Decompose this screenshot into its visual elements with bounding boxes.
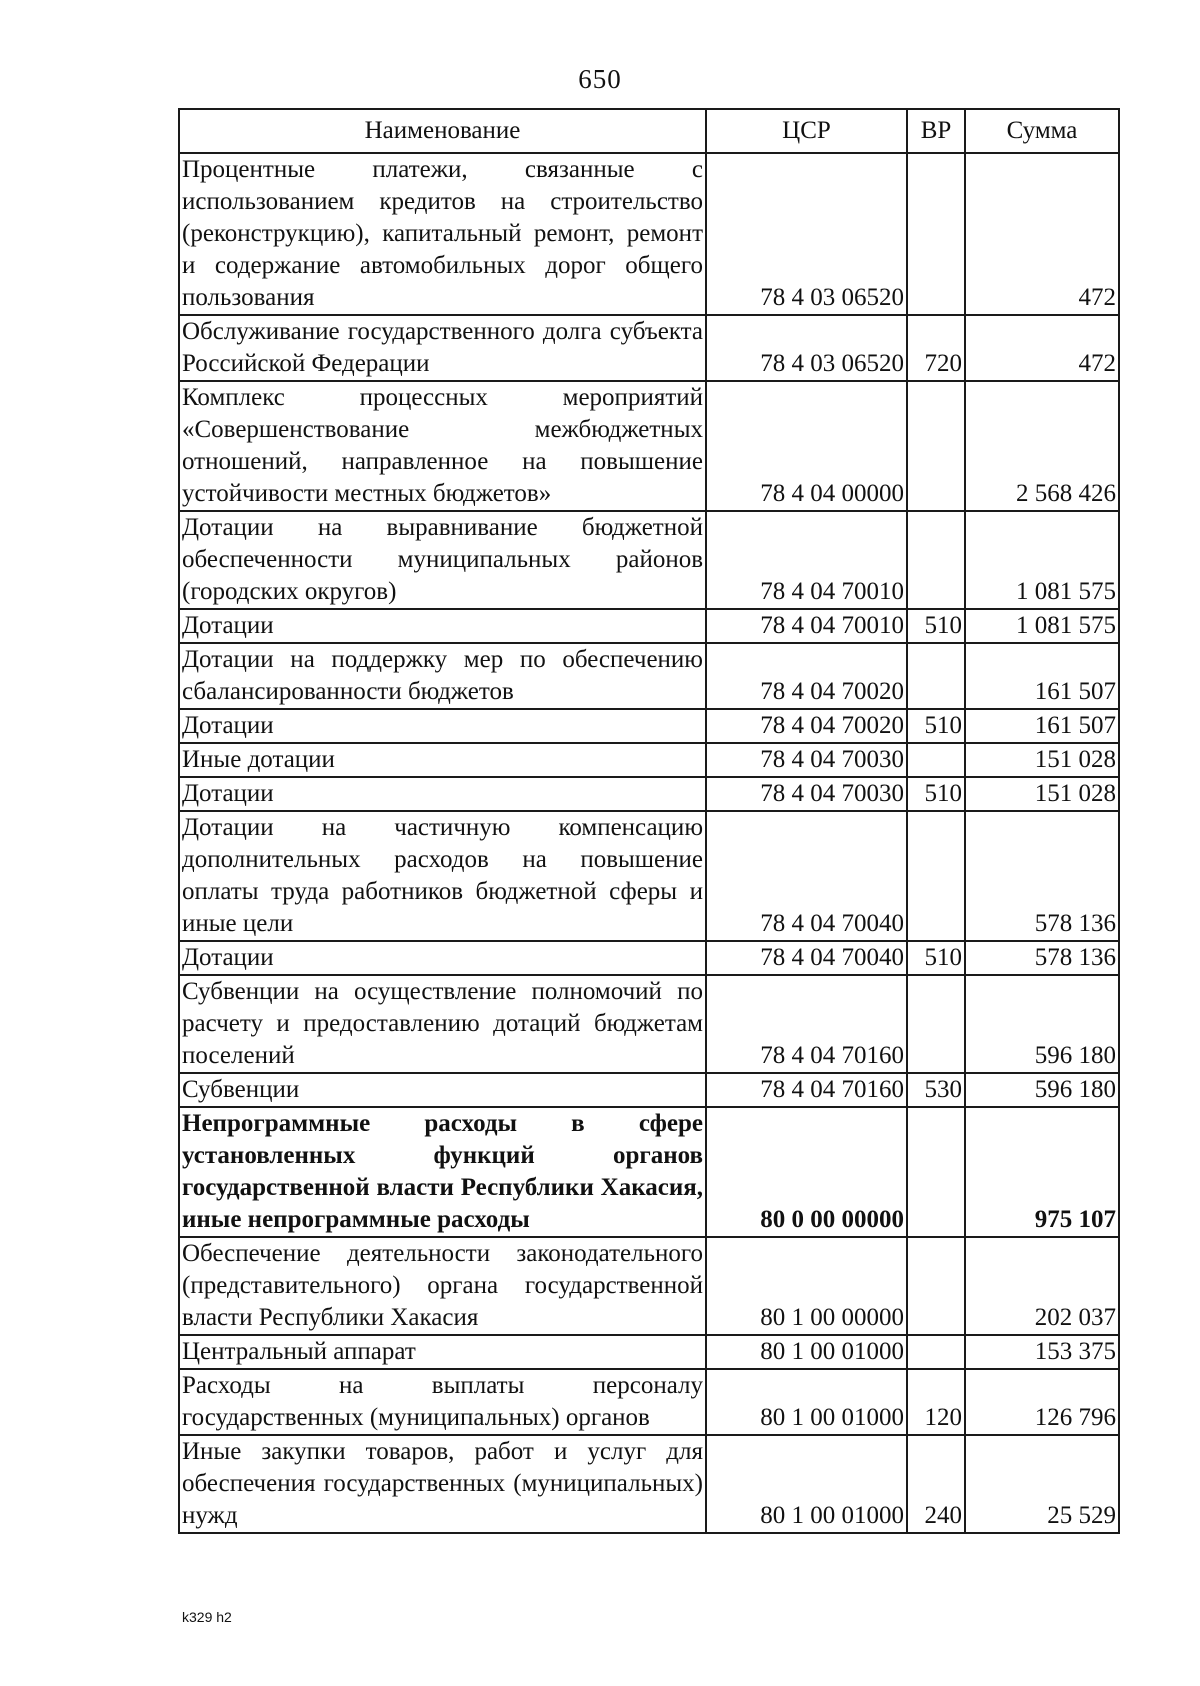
- row-csr: 78 4 04 00000: [706, 381, 907, 511]
- table-row: [179, 1435, 1119, 1533]
- row-vr: [907, 975, 965, 1073]
- row-csr: 80 1 00 01000: [706, 1435, 907, 1533]
- row-csr: 78 4 04 70160: [706, 975, 907, 1073]
- row-csr: 78 4 04 70160: [706, 1073, 907, 1107]
- row-vr: 120: [907, 1369, 965, 1435]
- row-name: Обслуживание государственного долга субъекта Российской Федерации: [179, 315, 706, 381]
- row-vr: [907, 743, 965, 777]
- row-csr: 78 4 04 70040: [706, 811, 907, 941]
- row-vr: [907, 511, 965, 609]
- row-name: Расходы на выплаты персоналу государственных (муниципальных) органов: [179, 1369, 706, 1435]
- row-sum: 578 136: [965, 811, 1119, 941]
- row-name: Непрограммные расходы в сфере установленных функций органов государственной власти Республики Хакасия, иные непрограммные расходы: [179, 1107, 706, 1237]
- row-name: Обеспечение деятельности законодательного (представительного) органа государственной власти Республики Хакасия: [179, 1237, 706, 1335]
- table-header-row: [179, 109, 1119, 153]
- row-vr: 240: [907, 1435, 965, 1533]
- row-name: Субвенции на осуществление полномочий по расчету и предоставлению дотаций бюджетам поселений: [179, 975, 706, 1073]
- row-vr: 510: [907, 777, 965, 811]
- row-vr: 510: [907, 709, 965, 743]
- table-row: [179, 1335, 1119, 1369]
- row-sum: 126 796: [965, 1369, 1119, 1435]
- row-name: Дотации: [179, 777, 706, 811]
- row-sum: 151 028: [965, 777, 1119, 811]
- row-sum: 1 081 575: [965, 609, 1119, 643]
- row-vr: 510: [907, 941, 965, 975]
- table-row: [179, 1073, 1119, 1107]
- row-name: Дотации на выравнивание бюджетной обеспеченности муниципальных районов (городских округов): [179, 511, 706, 609]
- table-row-section-heading: [179, 1107, 1119, 1237]
- row-sum: 2 568 426: [965, 381, 1119, 511]
- row-name: Дотации: [179, 941, 706, 975]
- table-row: [179, 153, 1119, 315]
- row-name: Дотации на частичную компенсацию дополнительных расходов на повышение оплаты труда работников бюджетной сферы и иные цели: [179, 811, 706, 941]
- row-vr: [907, 153, 965, 315]
- row-csr: 78 4 04 70020: [706, 643, 907, 709]
- table-row: [179, 643, 1119, 709]
- row-csr: 78 4 04 70040: [706, 941, 907, 975]
- row-sum: 578 136: [965, 941, 1119, 975]
- row-sum: 161 507: [965, 709, 1119, 743]
- header-sum: Сумма: [965, 109, 1119, 153]
- row-sum: 151 028: [965, 743, 1119, 777]
- header-csr: ЦСР: [706, 109, 907, 153]
- header-vr: ВР: [907, 109, 965, 153]
- row-vr: [907, 811, 965, 941]
- header-name: Наименование: [179, 109, 706, 153]
- row-csr: 80 1 00 01000: [706, 1369, 907, 1435]
- row-name: Дотации: [179, 709, 706, 743]
- table-row: [179, 709, 1119, 743]
- row-sum: 472: [965, 315, 1119, 381]
- table-row: [179, 381, 1119, 511]
- page-number: 650: [578, 64, 622, 94]
- row-vr: [907, 643, 965, 709]
- row-csr: 78 4 04 70030: [706, 777, 907, 811]
- row-vr: 530: [907, 1073, 965, 1107]
- row-csr: 78 4 03 06520: [706, 315, 907, 381]
- table-row: [179, 609, 1119, 643]
- row-csr: 80 1 00 00000: [706, 1237, 907, 1335]
- row-csr: 78 4 03 06520: [706, 153, 907, 315]
- row-vr: [907, 1335, 965, 1369]
- row-sum: 596 180: [965, 975, 1119, 1073]
- row-csr: 80 1 00 01000: [706, 1335, 907, 1369]
- row-sum: 1 081 575: [965, 511, 1119, 609]
- row-vr: [907, 1107, 965, 1237]
- row-csr: 78 4 04 70030: [706, 743, 907, 777]
- table-row: [179, 1237, 1119, 1335]
- table-row: [179, 777, 1119, 811]
- row-sum: 202 037: [965, 1237, 1119, 1335]
- row-vr: [907, 1237, 965, 1335]
- footer-code: k329 h2: [182, 1609, 232, 1625]
- row-name: Дотации: [179, 609, 706, 643]
- row-vr: [907, 381, 965, 511]
- row-csr: 78 4 04 70020: [706, 709, 907, 743]
- row-sum: 161 507: [965, 643, 1119, 709]
- row-sum: 25 529: [965, 1435, 1119, 1533]
- table-row: [179, 975, 1119, 1073]
- row-name: Центральный аппарат: [179, 1335, 706, 1369]
- row-name: Комплекс процессных мероприятий «Совершенствование межбюджетных отношений, направленное на повышение устойчивости местных бюджетов»: [179, 381, 706, 511]
- row-sum: 975 107: [965, 1107, 1119, 1237]
- row-sum: 472: [965, 153, 1119, 315]
- row-name: Процентные платежи, связанные с использованием кредитов на строительство (реконструкцию), капитальный ремонт, ремонт и содержание автомобильных дорог общего пользования: [179, 153, 706, 315]
- row-csr: 78 4 04 70010: [706, 511, 907, 609]
- table-row: [179, 1369, 1119, 1435]
- row-sum: 153 375: [965, 1335, 1119, 1369]
- row-name: Иные дотации: [179, 743, 706, 777]
- table-row: [179, 511, 1119, 609]
- row-csr: 80 0 00 00000: [706, 1107, 907, 1237]
- budget-table: [178, 108, 1120, 1534]
- row-vr: 720: [907, 315, 965, 381]
- table-body: [179, 153, 1119, 1533]
- row-csr: 78 4 04 70010: [706, 609, 907, 643]
- row-name: Субвенции: [179, 1073, 706, 1107]
- table-row: [179, 811, 1119, 941]
- table-row: [179, 743, 1119, 777]
- row-name: Дотации на поддержку мер по обеспечению сбалансированности бюджетов: [179, 643, 706, 709]
- table-row: [179, 941, 1119, 975]
- row-vr: 510: [907, 609, 965, 643]
- table-row: [179, 315, 1119, 381]
- row-sum: 596 180: [965, 1073, 1119, 1107]
- row-name: Иные закупки товаров, работ и услуг для обеспечения государственных (муниципальных) нужд: [179, 1435, 706, 1533]
